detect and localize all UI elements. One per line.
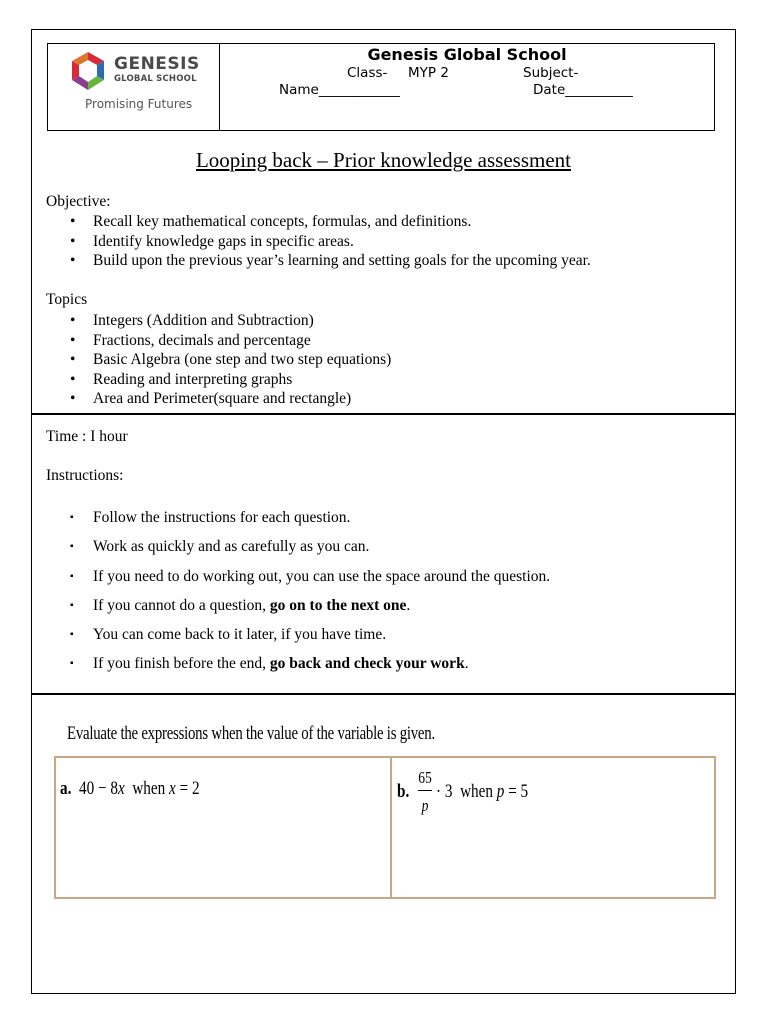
list-item: • Identify knowledge gaps in specific areas. bbox=[70, 232, 354, 250]
question-a bbox=[56, 758, 392, 897]
square-bullet-icon: ▪ bbox=[70, 512, 74, 523]
bullet-icon: • bbox=[70, 213, 76, 230]
list-item: ▪ Work as quickly and as carefully as you can. bbox=[70, 538, 370, 556]
question-b bbox=[392, 758, 714, 897]
square-bullet-icon: ▪ bbox=[70, 541, 74, 553]
square-bullet-icon: ▪ bbox=[70, 599, 74, 611]
list-item: • Reading and interpreting graphs bbox=[70, 370, 293, 388]
question-a-text: a. 40 − 8x when x = 2 bbox=[60, 778, 200, 799]
bullet-icon: • bbox=[70, 370, 76, 388]
fraction-denominator: p bbox=[421, 796, 429, 815]
list-item: • Fractions, decimals and percentage bbox=[70, 331, 311, 349]
bullet-icon: • bbox=[70, 351, 76, 369]
topics-list bbox=[46, 311, 391, 409]
question-box bbox=[54, 756, 716, 899]
bullet-icon: • bbox=[70, 252, 76, 270]
bullet-icon: • bbox=[70, 331, 76, 349]
class-value: MYP 2 bbox=[408, 65, 449, 81]
section-divider bbox=[31, 413, 736, 415]
genesis-logo-icon bbox=[66, 50, 110, 98]
time-label: Time : I hour bbox=[46, 428, 128, 445]
name-field: Name____________ bbox=[279, 82, 400, 98]
question-b-label: b. bbox=[397, 781, 410, 802]
subject-label: Subject- bbox=[523, 65, 579, 81]
instructions-label: Instructions: bbox=[46, 467, 124, 484]
logo-subtitle: GLOBAL SCHOOL bbox=[114, 74, 197, 84]
list-item: • Basic Algebra (one step and two step equations) bbox=[70, 351, 392, 369]
bullet-icon: • bbox=[70, 312, 76, 329]
objective-label: Objective: bbox=[46, 193, 111, 210]
list-item: • Recall key mathematical concepts, formulas, and definitions. bbox=[70, 213, 472, 230]
list-item: ▪ If you finish before the end, go back and check your work. bbox=[70, 655, 469, 673]
list-item: ▪ If you cannot do a question, go on to the next one. bbox=[70, 596, 411, 614]
square-bullet-icon: ▪ bbox=[70, 629, 74, 641]
list-item: ▪ You can come back to it later, if you have time. bbox=[70, 626, 387, 644]
fraction-numerator: 65 bbox=[418, 768, 432, 787]
bullet-icon: • bbox=[70, 390, 76, 408]
class-label: Class- bbox=[347, 65, 388, 81]
list-item: • Integers (Addition and Subtraction) bbox=[70, 312, 314, 329]
square-bullet-icon: ▪ bbox=[70, 570, 74, 582]
list-item: ▪ Follow the instructions for each question. bbox=[70, 509, 351, 526]
logo-tagline: Promising Futures bbox=[85, 97, 193, 111]
section-divider bbox=[31, 693, 736, 695]
list-item: • Build upon the previous year’s learning and setting goals for the upcoming year. bbox=[70, 252, 591, 270]
date-field: Date__________ bbox=[533, 82, 633, 98]
topics-label: Topics bbox=[46, 291, 88, 308]
logo-name: GENESIS bbox=[114, 54, 200, 74]
fraction-bar bbox=[418, 790, 432, 791]
square-bullet-icon: ▪ bbox=[70, 658, 74, 670]
school-name: Genesis Global School bbox=[367, 45, 567, 64]
school-logo bbox=[48, 44, 220, 130]
header-info bbox=[220, 44, 714, 130]
instructions-list bbox=[46, 508, 550, 684]
question-b-text: · 3 when p = 5 bbox=[436, 781, 529, 802]
question-heading: Evaluate the expressions when the value of the variable is given. bbox=[67, 723, 435, 744]
bullet-icon: • bbox=[70, 232, 76, 250]
header-table bbox=[47, 43, 715, 131]
list-item: ▪ If you need to do working out, you can use the space around the question. bbox=[70, 567, 551, 585]
objective-list bbox=[46, 212, 591, 271]
page-title: Looping back – Prior knowledge assessment bbox=[195, 148, 572, 172]
list-item: • Area and Perimeter(square and rectangle) bbox=[70, 390, 352, 408]
